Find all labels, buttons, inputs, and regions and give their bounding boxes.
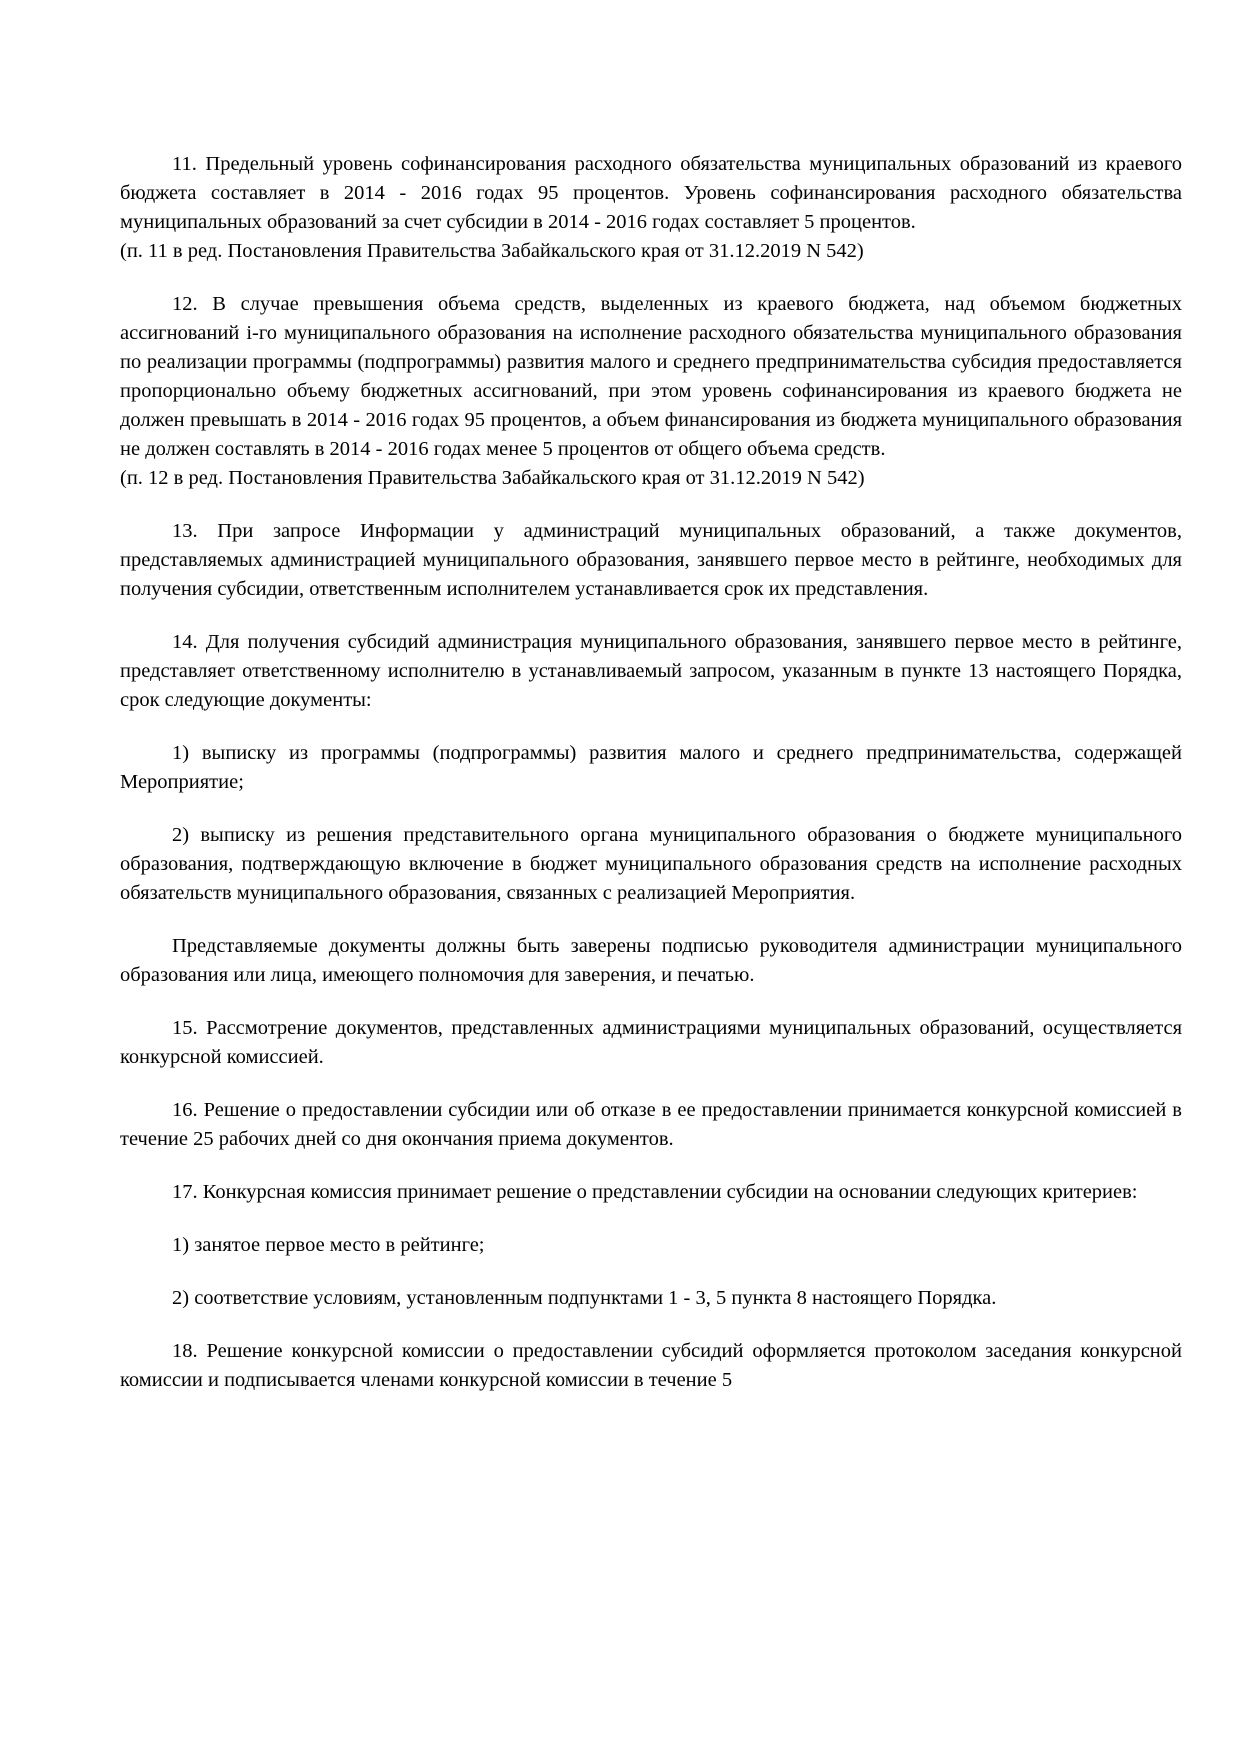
paragraph-14-note: Представляемые документы должны быть заверены подписью руководителя администрации муниципального образования или лица, имеющего полномочия для заверения, и печатью. <box>120 935 1182 986</box>
paragraph-15: 15. Рассмотрение документов, представленных администрациями муниципальных образований, осуществляется конкурсной комиссией. <box>120 1017 1182 1068</box>
paragraph-12: 12. В случае превышения объема средств, выделенных из краевого бюджета, над объемом бюджетных ассигнований i-го муниципального образования на исполнение расходного обязательства муниципального образования по реализации программы (подпрограммы) развития малого и среднего предпринимательства субсидия предоставляется пропорционально объему бюджетных ассигнований, при этом уровень софинансирования из краевого бюджета не должен превышать в 2014 - 2016 годах 95 процентов, а объем финансирования из бюджета муниципального образования не должен составлять в 2014 - 2016 годах менее 5 процентов от общего объема средств. <box>120 293 1182 460</box>
paragraph-17-item-2: 2) соответствие условиям, установленным подпунктами 1 - 3, 5 пункта 8 настоящего Порядка. <box>172 1287 997 1309</box>
amendment-note-11: (п. 11 в ред. Постановления Правительства Забайкальского края от 31.12.2019 N 542) <box>120 240 864 262</box>
paragraph-14-item-1: 1) выписку из программы (подпрограммы) развития малого и среднего предпринимательства, содержащей Мероприятие; <box>120 742 1182 793</box>
paragraph-17: 17. Конкурсная комиссия принимает решение о представлении субсидии на основании следующих критериев: <box>172 1181 1138 1203</box>
paragraph-14-item-2: 2) выписку из решения представительного органа муниципального образования о бюджете муниципального образования, подтверждающую включение в бюджет муниципального образования средств на исполнение расходных обязательств муниципального образования, связанных с реализацией Мероприятия. <box>120 824 1182 904</box>
document-page <box>120 150 1182 1419</box>
amendment-note-12: (п. 12 в ред. Постановления Правительства Забайкальского края от 31.12.2019 N 542) <box>120 467 865 489</box>
paragraph-16: 16. Решение о предоставлении субсидии или об отказе в ее предоставлении принимается конкурсной комиссией в течение 25 рабочих дней со дня окончания приема документов. <box>120 1099 1182 1150</box>
paragraph-17-item-1: 1) занятое первое место в рейтинге; <box>172 1234 485 1256</box>
paragraph-18: 18. Решение конкурсной комиссии о предоставлении субсидий оформляется протоколом заседания конкурсной комиссии и подписывается членами конкурсной комиссии в течение 5 <box>120 1340 1182 1391</box>
paragraph-13: 13. При запросе Информации у администраций муниципальных образований, а также документов, представляемых администрацией муниципального образования, занявшего первое место в рейтинге, необходимых для получения субсидии, ответственным исполнителем устанавливается срок их представления. <box>120 520 1182 600</box>
paragraph-11: 11. Предельный уровень софинансирования расходного обязательства муниципальных образований из краевого бюджета составляет в 2014 - 2016 годах 95 процентов. Уровень софинансирования расходного обязательства муниципальных образований за счет субсидии в 2014 - 2016 годах составляет 5 процентов. <box>120 153 1182 233</box>
paragraph-14: 14. Для получения субсидий администрация муниципального образования, занявшего первое место в рейтинге, представляет ответственному исполнителю в устанавливаемый запросом, указанным в пункте 13 настоящего Порядка, срок следующие документы: <box>120 631 1182 711</box>
